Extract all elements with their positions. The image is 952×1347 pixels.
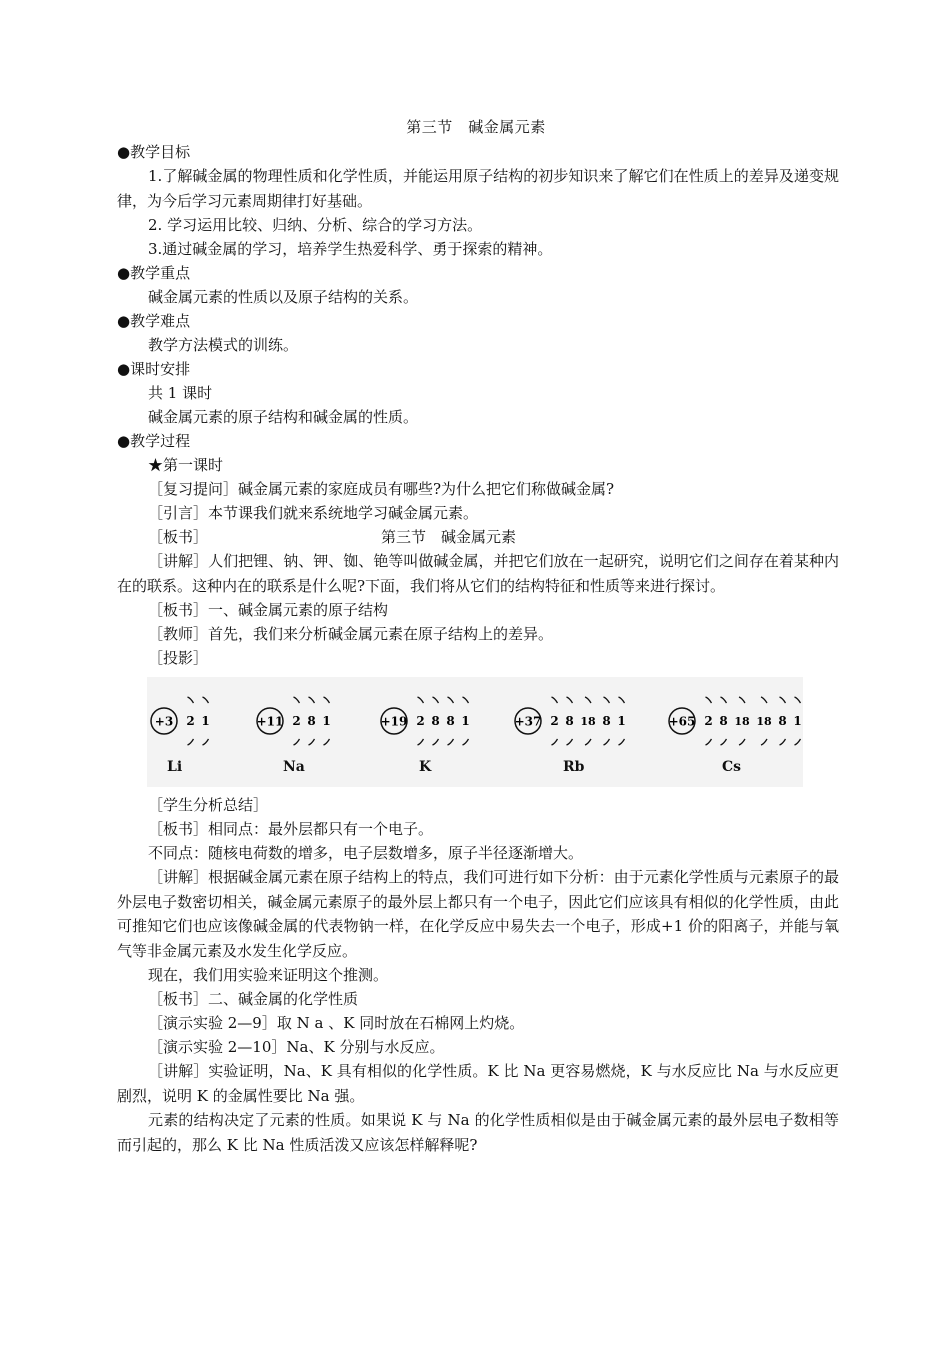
nucleus-charge: +65: [668, 714, 696, 729]
demo-2: ［演示实验 2—10］Na、K 分别与水反应。: [148, 1038, 445, 1056]
lecture-3: ［讲解］实验证明，Na、K 具有相似的化学性质。K 比 Na 更容易燃烧，K 与水反应比 Na 与水反应更剧烈，说明 K 的金属性要比 Na 强。: [117, 1062, 839, 1105]
shell-electron-count: 8: [719, 714, 728, 728]
nucleus-charge: +19: [380, 714, 408, 729]
shell-electron-count: 2: [186, 714, 195, 728]
shell-arc-bottom: [567, 739, 573, 745]
shell-arc-top: [203, 697, 209, 703]
nucleus-charge: +3: [154, 714, 174, 729]
schedule-line-2: 碱金属元素的原子结构和碱金属的性质。: [148, 408, 419, 426]
shell-arc-top: [294, 697, 300, 703]
difficulty-heading: ●教学难点: [117, 312, 191, 330]
shell-arc-bottom: [761, 739, 767, 745]
shell-arc-top: [418, 697, 424, 703]
difference-line: 不同点：随核电荷数的增多，电子层数增多，原子半径逐渐增大。: [148, 844, 584, 862]
difficulty-text: 教学方法模式的训练。: [148, 336, 299, 354]
shell-arc-bottom: [706, 739, 712, 745]
shell-electron-count: 1: [617, 714, 626, 728]
shell-electron-count: 2: [704, 714, 713, 728]
shell-arc-top: [433, 697, 439, 703]
element-symbol: Cs: [722, 759, 742, 775]
document-body: [117, 140, 839, 1157]
key-points-text: 碱金属元素的性质以及原子结构的关系。: [148, 288, 419, 306]
atom-li: [149, 677, 223, 757]
lecture-1: ［讲解］人们把锂、钠、钾、铷、铯等叫做碱金属，并把它们放在一起研究，说明它们之间存在着某种内在的联系。这种内在的联系是什么呢?下面，我们将从它们的结构特征和性质等来进行探讨。: [117, 552, 839, 595]
element-symbol: K: [419, 759, 432, 775]
demo-1: ［演示实验 2—9］取 N a 、K 同时放在石棉网上灼烧。: [148, 1014, 525, 1032]
shell-arc-bottom: [433, 739, 439, 745]
shell-arc-top: [585, 697, 591, 703]
shell-arc-top: [739, 697, 745, 703]
atom-k: [379, 677, 483, 757]
lecture-2: ［讲解］根据碱金属元素在原子结构上的特点，我们可进行如下分析：由于元素化学性质与元素原子的最外层电子数密切相关，碱金属元素原子的最外层上都只有一个电子，因此它们应该具有相似的化学性质，由此可推知它们也应该像碱金属的代表物钠一样，在化学反应中易失去一个电子，形成+1 价的阳离子，并能与氧气等非金属元素及水发生化学反应。: [117, 868, 839, 960]
review-question: ［复习提问］碱金属元素的家庭成员有哪些?为什么把它们称做碱金属?: [148, 480, 615, 498]
element-symbol: Rb: [563, 759, 585, 775]
element-symbol: Na: [283, 759, 305, 775]
shell-arc-bottom: [780, 739, 786, 745]
shell-arc-bottom: [604, 739, 610, 745]
shell-electron-count: 2: [550, 714, 559, 728]
shell-electron-count: 18: [734, 715, 750, 728]
board-2: ［板书］二、碱金属的化学性质: [148, 990, 359, 1008]
board-title: 第三节 碱金属元素: [381, 528, 517, 546]
shell-arc-top: [309, 697, 315, 703]
shell-arc-top: [448, 697, 454, 703]
objective-1: 1.了解碱金属的物理性质和化学性质，并能运用原子结构的初步知识来了解它们在性质上的差异及递变规律，为今后学习元素周期律打好基础。: [117, 167, 839, 210]
atom-na: [255, 677, 344, 757]
nucleus-charge: +37: [514, 714, 542, 729]
shell-arc-top: [619, 697, 625, 703]
shell-electron-count: 8: [565, 714, 574, 728]
shell-arc-top: [188, 697, 194, 703]
objective-2: 2. 学习运用比较、归纳、分析、综合的学习方法。: [148, 216, 483, 234]
shell-electron-count: 18: [580, 715, 596, 728]
shell-electron-count: 8: [431, 714, 440, 728]
shell-arc-top: [463, 697, 469, 703]
shell-electron-count: 18: [756, 715, 772, 728]
board-same: ［板书］相同点：最外层都只有一个电子。: [148, 820, 434, 838]
shell-arc-bottom: [324, 739, 330, 745]
board-label: ［板书］: [148, 528, 209, 546]
shell-arc-bottom: [188, 739, 194, 745]
shell-electron-count: 1: [201, 714, 210, 728]
shell-arc-bottom: [463, 739, 469, 745]
shell-arc-top: [604, 697, 610, 703]
board-1: ［板书］一、碱金属元素的原子结构: [148, 601, 389, 619]
shell-arc-top: [324, 697, 330, 703]
shell-arc-top: [721, 697, 727, 703]
shell-electron-count: 8: [602, 714, 611, 728]
shell-electron-count: 8: [778, 714, 787, 728]
board-title-line: [117, 525, 839, 549]
atom-cs: [667, 677, 815, 757]
shell-electron-count: 2: [292, 714, 301, 728]
element-symbol: Li: [167, 759, 183, 775]
shell-electron-count: 2: [416, 714, 425, 728]
schedule-heading: ●课时安排: [117, 360, 191, 378]
schedule-line-1: 共 1 课时: [148, 384, 213, 402]
shell-arc-bottom: [448, 739, 454, 745]
student-summary: ［学生分析总结］: [148, 796, 269, 814]
shell-arc-bottom: [294, 739, 300, 745]
shell-arc-bottom: [552, 739, 558, 745]
shell-arc-top: [706, 697, 712, 703]
key-points-heading: ●教学重点: [117, 264, 191, 282]
shell-electron-count: 1: [461, 714, 470, 728]
teacher-line: ［教师］首先，我们来分析碱金属元素在原子结构上的差异。: [148, 625, 554, 643]
shell-electron-count: 1: [793, 714, 802, 728]
now-line: 现在，我们用实验来证明这个推测。: [148, 966, 389, 984]
shell-arc-bottom: [795, 739, 801, 745]
process-heading: ●教学过程: [117, 432, 191, 450]
shell-arc-bottom: [585, 739, 591, 745]
lesson-1-label: ★第一课时: [148, 456, 224, 474]
shell-arc-bottom: [309, 739, 315, 745]
objective-3: 3.通过碱金属的学习，培养学生热爱科学、勇于探索的精神。: [148, 240, 553, 258]
page-title: 第三节 碱金属元素: [406, 118, 546, 136]
shell-arc-top: [780, 697, 786, 703]
shell-arc-top: [567, 697, 573, 703]
shell-electron-count: 8: [446, 714, 455, 728]
projection-label: ［投影］: [148, 649, 209, 667]
shell-arc-bottom: [203, 739, 209, 745]
shell-arc-bottom: [739, 739, 745, 745]
shell-arc-bottom: [418, 739, 424, 745]
shell-electron-count: 8: [307, 714, 316, 728]
closing-paragraph: 元素的结构决定了元素的性质。如果说 K 与 Na 的化学性质相似是由于碱金属元素的最外层电子数相等而引起的，那么 K 比 Na 性质活泼又应该怎样解释呢?: [117, 1111, 839, 1154]
shell-arc-bottom: [721, 739, 727, 745]
nucleus-charge: +11: [256, 714, 284, 729]
shell-arc-bottom: [619, 739, 625, 745]
shell-arc-top: [795, 697, 801, 703]
atom-rb: [513, 677, 639, 757]
objectives-heading: ●教学目标: [117, 143, 191, 161]
shell-arc-top: [552, 697, 558, 703]
atomic-structure-figure: [147, 677, 803, 787]
shell-arc-top: [761, 697, 767, 703]
introduction: ［引言］本节课我们就来系统地学习碱金属元素。: [148, 504, 479, 522]
shell-electron-count: 1: [322, 714, 331, 728]
